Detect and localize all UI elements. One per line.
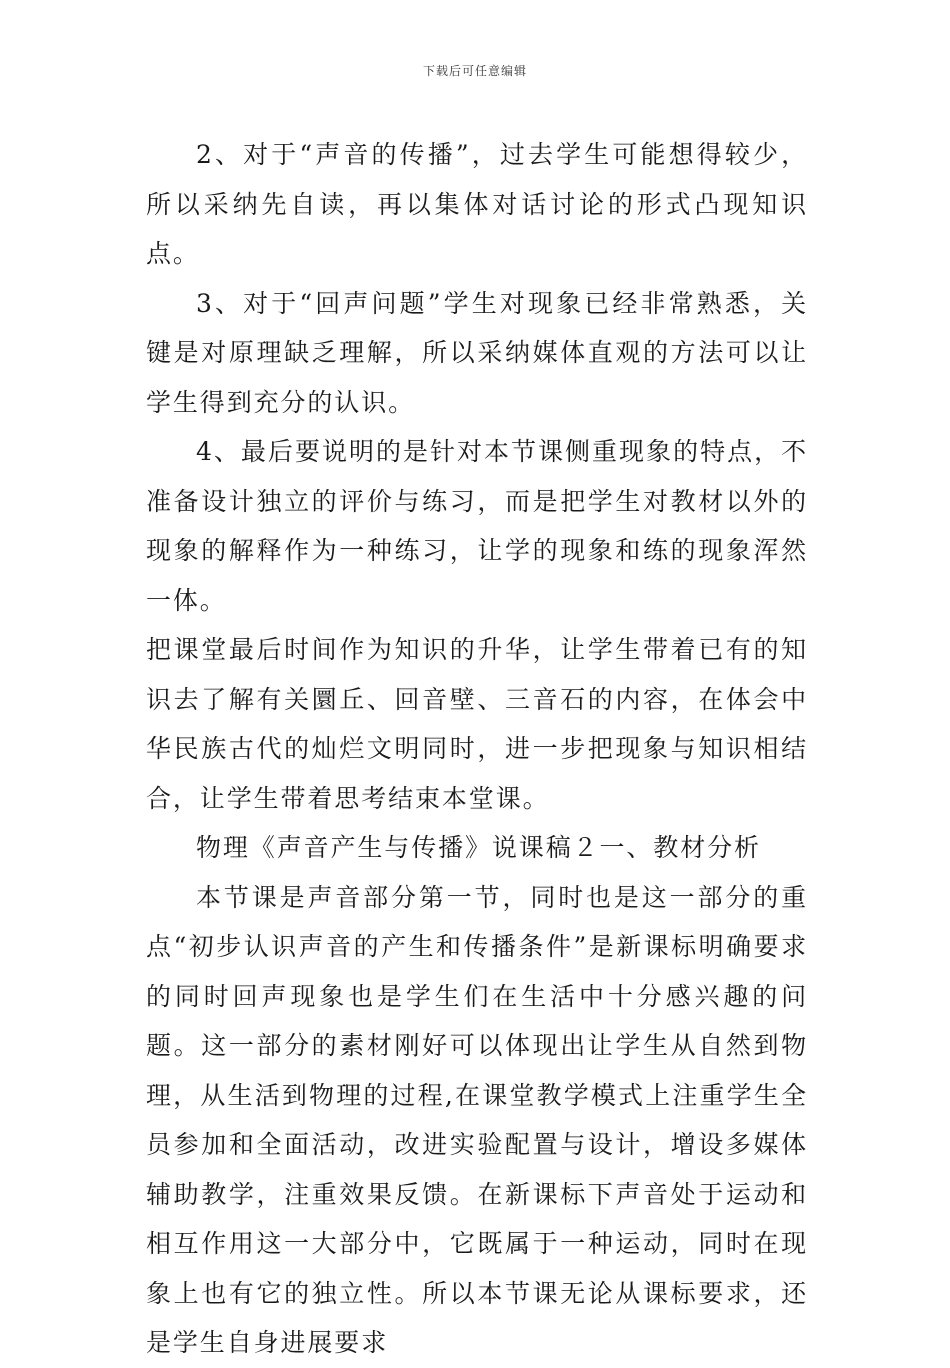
paragraph-sound-propagation: 2、对于“声音的传播”，过去学生可能想得较少，所以采纳先自读，再以集体对话讨论的形式凸现知识点。 xyxy=(146,140,808,268)
paragraph-classroom-summary: 把课堂最后时间作为知识的升华，让学生带着已有的知识去了解有关圜丘、回音壁、三音石的内容，在体会中华民族古代的灿烂文明同时，进一步把现象与知识相结合，让学生带着思考结束本堂课。 xyxy=(146,635,808,813)
paragraph-textbook-analysis: 本节课是声音部分第一节，同时也是这一部分的重点“初步认识声音的产生和传播条件”是新课标明确要求的同时回声现象也是学生们在生活中十分感兴趣的问题。这一部分的素材刚好可以体现出让学生从自然到物理，从生活到物理的过程,在课堂教学模式上注重学生全员参加和全面活动，改进实验配置与设计，增设多媒体辅助教学，注重效果反馈。在新课标下声音处于运动和相互作用这一大部分中，它既属于一种运动，同时在现象上也有它的独立性。所以本节课无论从课标要求，还是学生自身进展要求 xyxy=(146,882,808,1357)
page-header: 下载后可任意编辑 xyxy=(422,64,527,78)
paragraph-evaluation-practice: 4、最后要说明的是针对本节课侧重现象的特点，不准备设计独立的评价与练习，而是把学生对教材以外的现象的解释作为一种练习，让学的现象和练的现象浑然一体。 xyxy=(146,437,808,615)
section-heading: 物理《声音产生与传播》说课稿２一、教材分析 xyxy=(196,833,761,862)
paragraph-echo-problem: 3、对于“回声问题”学生对现象已经非常熟悉，关键是对原理缺乏理解，所以采纳媒体直观的方法可以让学生得到充分的认识。 xyxy=(146,288,808,417)
document-body xyxy=(146,130,808,1368)
